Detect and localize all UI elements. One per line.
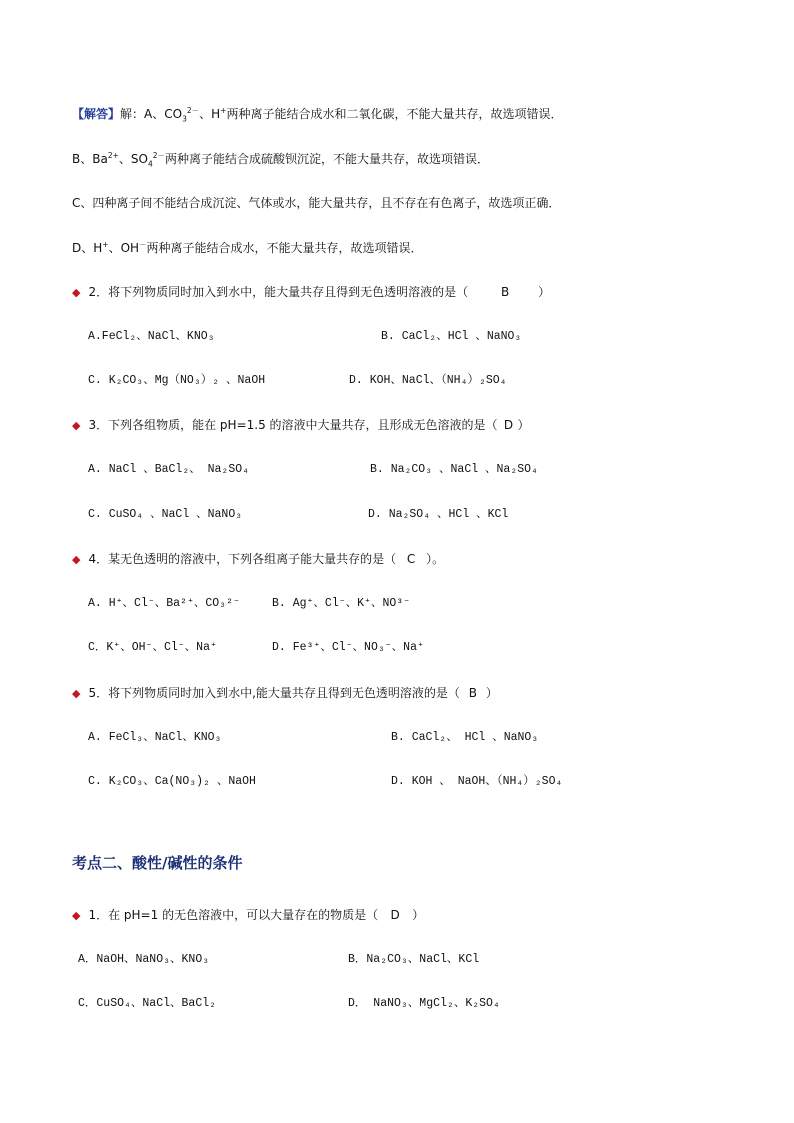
question-5-stem: ◆ 5．将下列物质同时加入到水中,能大量共存且得到无色透明溶液的是（ B ） [72,686,498,700]
explanation-line-a: 【解答】解：A、$CO_3^{2-}$、H+两种离子能结合成水和二氧化碳，不能大量共存，故选项错误． [72,106,563,124]
question-4-answer: C [406,552,416,566]
s2q1-option-a: A．NaOH、NaNO₃、KNO₃ [78,953,210,966]
section2-question-1-stem: ◆ 1．在 pH=1 的无色溶液中，可以大量存在的物质是（ D ） [72,908,425,922]
q5-option-c: C. K₂CO₃、Ca(NO₃)₂ 、NaOH [88,775,256,788]
explanation-line-b: B、$Ba^{2+}$、$SO_4^{2-}$两种离子能结合成硫酸钡沉淀，不能大量共存，故选项错误． [72,151,490,169]
s2q1-option-c: C．CuSO₄、NaCl、BaCl₂ [78,997,217,1010]
q3-option-c: C. CuSO₄ 、NaCl 、NaNO₃ [88,508,243,521]
diamond-bullet-icon: ◆ [72,909,81,922]
q5-option-a: A. FeCl₃、NaCl、KNO₃ [88,731,222,744]
question-2-answer: B [500,285,510,299]
s2q1-option-d: D． NaNO₃、MgCl₂、K₂SO₄ [348,997,500,1010]
q4-option-a: A. H⁺、Cl⁻、Ba²⁺、CO₃²⁻ [88,597,240,610]
q5-option-d: D. KOH 、 NaOH、（NH₄）₂SO₄ [391,775,563,788]
q2-option-b: B. CaCl₂、HCl 、NaNO₃ [381,330,522,343]
diamond-bullet-icon: ◆ [72,553,81,566]
q2-option-d: D. KOH、NaCl、（NH₄）₂SO₄ [349,374,507,387]
section2-question-1-answer: D [390,908,400,922]
explanation-line-c: C、四种离子间不能结合成沉淀、气体或水，能大量共存，且不存在有色离子，故选项正确． [72,196,561,210]
q2-option-a: A.FeCl₂、NaCl、KNO₃ [88,330,215,343]
q4-option-b: B. Ag⁺、Cl⁻、K⁺、NO³⁻ [272,597,411,610]
section-heading: 考点二、酸性/碱性的条件 [72,854,243,872]
q5-option-b: B. CaCl₂、 HCl 、NaNO₃ [391,731,539,744]
question-4-stem: ◆ 4．某无色透明的溶液中，下列各组离子能大量共存的是（ C ）。 [72,552,445,566]
q3-option-d: D. Na₂SO₄ 、HCl 、KCl [368,508,509,521]
question-2-stem: ◆ 2．将下列物质同时加入到水中，能大量共存且得到无色透明溶液的是（ B ） [72,285,551,299]
diamond-bullet-icon: ◆ [72,687,81,700]
question-5-answer: B [468,686,478,700]
diamond-bullet-icon: ◆ [72,419,81,432]
q3-option-b: B. Na₂CO₃ 、NaCl 、Na₂SO₄ [370,463,538,476]
question-3-stem: ◆ 3．下列各组物质，能在 pH=1.5 的溶液中大量共存，且形成无色溶液的是（ D ） [72,418,530,432]
q4-option-d: D. Fe³⁺、Cl⁻、NO₃⁻、Na⁺ [272,641,424,654]
q4-option-c: C．K⁺、OH⁻、Cl⁻、Na⁺ [88,641,217,654]
diamond-bullet-icon: ◆ [72,286,81,299]
explanation-line-d: D、H+、OH－两种离子能结合成水，不能大量共存，故选项错误． [72,240,423,255]
s2q1-option-b: B．Na₂CO₃、NaCl、KCl [348,953,480,966]
q2-option-c: C. K₂CO₃、Mg（NO₃）₂ 、NaOH [88,374,266,387]
q3-option-a: A. NaCl 、BaCl₂、 Na₂SO₄ [88,463,250,476]
question-3-answer: D [503,418,514,432]
answer-tag: 【解答】 [72,107,121,121]
